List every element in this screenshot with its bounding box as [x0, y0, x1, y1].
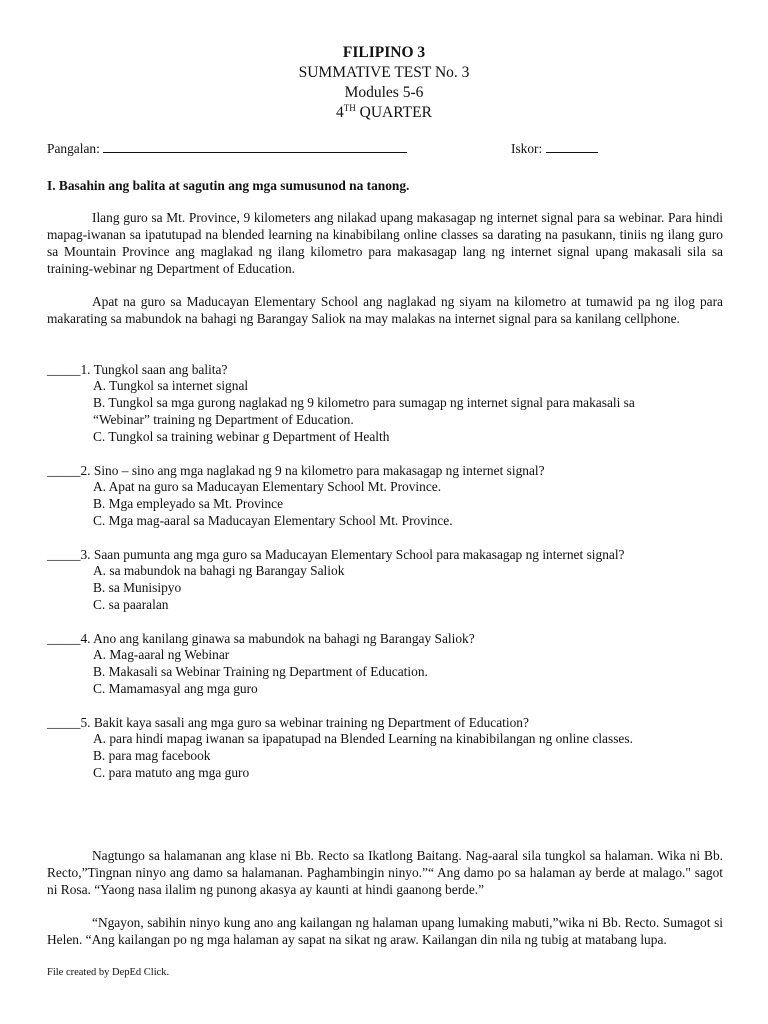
section-instruction: I. Basahin ang balita at sagutin ang mga sumusunod na tanong.	[47, 178, 410, 193]
option-continuation: “Webinar” training ng Department of Education.	[93, 412, 354, 427]
answer-blank[interactable]: _____	[47, 463, 81, 478]
question-1	[47, 361, 227, 378]
option: C. para matuto ang mga guro	[93, 765, 250, 780]
story-paragraph-1-text: Nagtungo sa halamanan ang klase ni Bb. Recto sa Ikatlong Baitang. Nag-aaral sila tungkol sa halaman. Wika ni Bb. Recto,”Tingnan ninyo ang damo sa halamanan. Paghambingin ninyo.”“ Ang damo po sa halaman ay berde at malago." sagot ni Rosa. “Yaong nasa ilalim ng punong akasya ay kaunti at hindi gaanong berde.”	[47, 848, 723, 897]
news-paragraph-1	[47, 209, 723, 277]
name-label: Pangalan:	[47, 141, 100, 156]
quarter-superscript: TH	[343, 102, 356, 113]
subject-title: FILIPINO 3	[342, 44, 426, 61]
name-blank[interactable]	[103, 140, 407, 153]
score-label: Iskor:	[511, 141, 543, 156]
score-field[interactable]	[511, 140, 598, 157]
option: A. Tungkol sa internet signal	[93, 378, 249, 393]
quarter-number: 4	[336, 104, 344, 121]
news-paragraph-2	[47, 293, 723, 327]
option: A. Mag-aaral ng Webinar	[93, 647, 230, 662]
option: B. Tungkol sa mga gurong naglakad ng 9 kilometro para sumagap ng internet signal para makasali sa	[93, 395, 635, 410]
modules-title: Modules 5-6	[344, 84, 424, 101]
option: A. para hindi mapag iwanan sa ipapatupad na Blended Learning na kinabibilangan ng online classes.	[93, 731, 633, 746]
option: B. Makasali sa Webinar Training ng Department of Education.	[93, 664, 428, 679]
question-stem: 5. Bakit kaya sasali ang mga guro sa webinar training ng Department of Education?	[80, 715, 529, 730]
file-credit-footer: File created by DepEd Click.	[47, 967, 170, 978]
quarter-title	[0, 103, 768, 123]
name-field[interactable]	[47, 140, 407, 157]
answer-blank[interactable]: _____	[47, 631, 81, 646]
option: C. Mga mag-aaral sa Maducayan Elementary School Mt. Province.	[93, 513, 453, 528]
question-stem: 2. Sino – sino ang mga naglakad ng 9 na kilometro para makasagap ng internet signal?	[80, 463, 545, 478]
test-title: SUMMATIVE TEST No. 3	[298, 64, 470, 81]
option: B. Mga empleyado sa Mt. Province	[93, 496, 284, 511]
question-stem: 3. Saan pumunta ang mga guro sa Maducayan Elementary School para makasagap ng internet signal?	[80, 547, 625, 562]
news-paragraph-1-text: Ilang guro sa Mt. Province, 9 kilometers ang nilakad upang makasagap ng internet signal para sa webinar. Para hindi mapag-iwanan sa ipatutupad na blended learning na kinabibilang online classes sa darating na pasukann, tiniis ng ilang guro sa Mountain Province ang maglakad ng ilang kilometro para makasagap lang ng internet signal upang makasali sila sa training-webinar ng Department of Education.	[47, 210, 723, 276]
question-stem: 4. Ano ang kanilang ginawa sa mabundok na bahagi ng Barangay Saliok?	[80, 631, 475, 646]
quarter-word: QUARTER	[355, 104, 432, 121]
answer-blank[interactable]: _____	[47, 547, 81, 562]
option: B. sa Munisipyo	[93, 580, 182, 595]
score-blank[interactable]	[546, 140, 598, 153]
question-5	[47, 714, 529, 731]
option: A. Apat na guro sa Maducayan Elementary School Mt. Province.	[93, 479, 442, 494]
option: C. Mamamasyal ang mga guro	[93, 681, 258, 696]
story-paragraph-1	[47, 847, 723, 898]
question-4	[47, 630, 475, 647]
question-2	[47, 462, 545, 479]
answer-blank[interactable]: _____	[47, 362, 81, 377]
answer-blank[interactable]: _____	[47, 715, 81, 730]
story-paragraph-2	[47, 914, 723, 948]
news-paragraph-2-text: Apat na guro sa Maducayan Elementary School ang naglakad ng siyam na kilometro at tumawid pa ng ilog para makarating sa mabundok na bahagi ng Barangay Saliok na may malakas na internet signal para sa kanilang cellphone.	[47, 294, 723, 326]
question-stem: 1. Tungkol saan ang balita?	[80, 362, 228, 377]
option: A. sa mabundok na bahagi ng Barangay Saliok	[93, 563, 345, 578]
question-3	[47, 546, 625, 563]
option: C. Tungkol sa training webinar g Department of Health	[93, 429, 390, 444]
story-paragraph-2-text: “Ngayon, sabihin ninyo kung ano ang kailangan ng halaman upang lumaking mabuti,”wika ni Bb. Recto. Sumagot si Helen. “Ang kailangan po ng mga halaman ay sapat na sikat ng araw. Kailangan din nila ng tubig at matabang lupa.	[47, 915, 723, 947]
option: C. sa paaralan	[93, 597, 169, 612]
option: B. para mag facebook	[93, 748, 211, 763]
